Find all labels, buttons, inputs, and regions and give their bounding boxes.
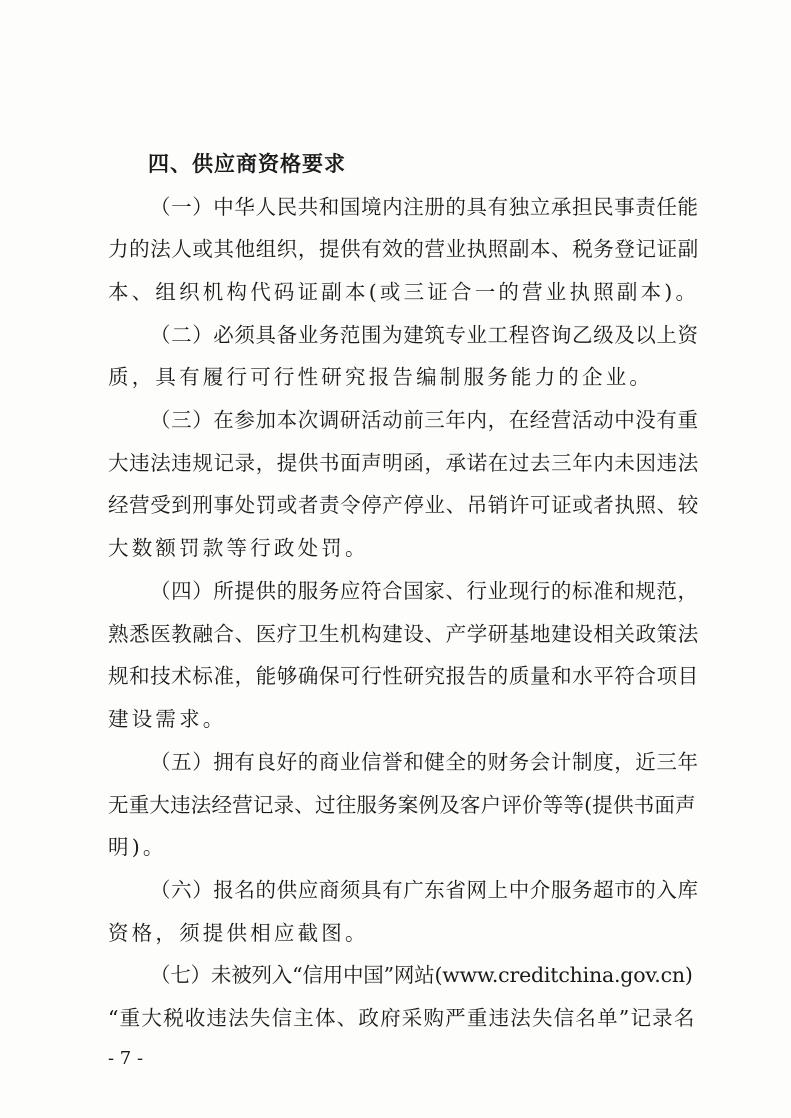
- paragraph-1-line-2: 力的法人或其他组织，提供有效的营业执照副本、税务登记证副: [108, 237, 699, 261]
- paragraph-1-line-3: 本、组织机构代码证副本(或三证合一的营业执照副本)。: [108, 280, 700, 304]
- paragraph-4-line-1: （四）所提供的服务应符合国家、行业现行的标准和规范，: [150, 579, 699, 603]
- paragraph-6-line-2: 资格，须提供相应截图。: [108, 921, 369, 945]
- paragraph-5-line-3: 明)。: [108, 835, 167, 859]
- paragraph-4-line-3: 规和技术标准，能够确保可行性研究报告的质量和水平符合项目: [108, 664, 699, 688]
- paragraph-3-line-4: 大数额罚款等行政处罚。: [108, 536, 369, 560]
- paragraph-2-line-2: 质，具有履行可行性研究报告编制服务能力的企业。: [108, 365, 654, 389]
- paragraph-4-line-4: 建设需求。: [108, 707, 227, 731]
- paragraph-7-line-2: “重大税收违法失信主体、政府采购严重违法失信名单”记录名: [108, 1006, 696, 1030]
- paragraph-4-line-2: 熟悉医教融合、医疗卫生机构建设、产学研基地建设相关政策法: [108, 622, 699, 646]
- paragraph-2-line-1: （二）必须具备业务范围为建筑专业工程咨询乙级及以上资: [150, 323, 699, 347]
- paragraph-1-line-1: （一）中华人民共和国境内注册的具有独立承担民事责任能: [150, 195, 699, 219]
- paragraph-7-line-1: （七）未被列入“信用中国”网站(www.creditchina.gov.cn): [150, 963, 693, 987]
- paragraph-3-line-1: （三）在参加本次调研活动前三年内，在经营活动中没有重: [150, 408, 699, 432]
- page-number: - 7 -: [108, 1048, 144, 1069]
- paragraph-3-line-3: 经营受到刑事处罚或者责令停产停业、吊销许可证或者执照、较: [108, 493, 699, 517]
- paragraph-6-line-1: （六）报名的供应商须具有广东省网上中介服务超市的入库: [150, 878, 699, 902]
- paragraph-5-line-2: 无重大违法经营记录、过往服务案例及客户评价等等(提供书面声: [108, 793, 696, 817]
- section-heading: 四、供应商资格要求: [148, 152, 346, 176]
- paragraph-3-line-2: 大违法违规记录，提供书面声明函，承诺在过去三年内未因违法: [108, 451, 699, 475]
- paragraph-5-line-1: （五）拥有良好的商业信誉和健全的财务会计制度，近三年: [150, 750, 699, 774]
